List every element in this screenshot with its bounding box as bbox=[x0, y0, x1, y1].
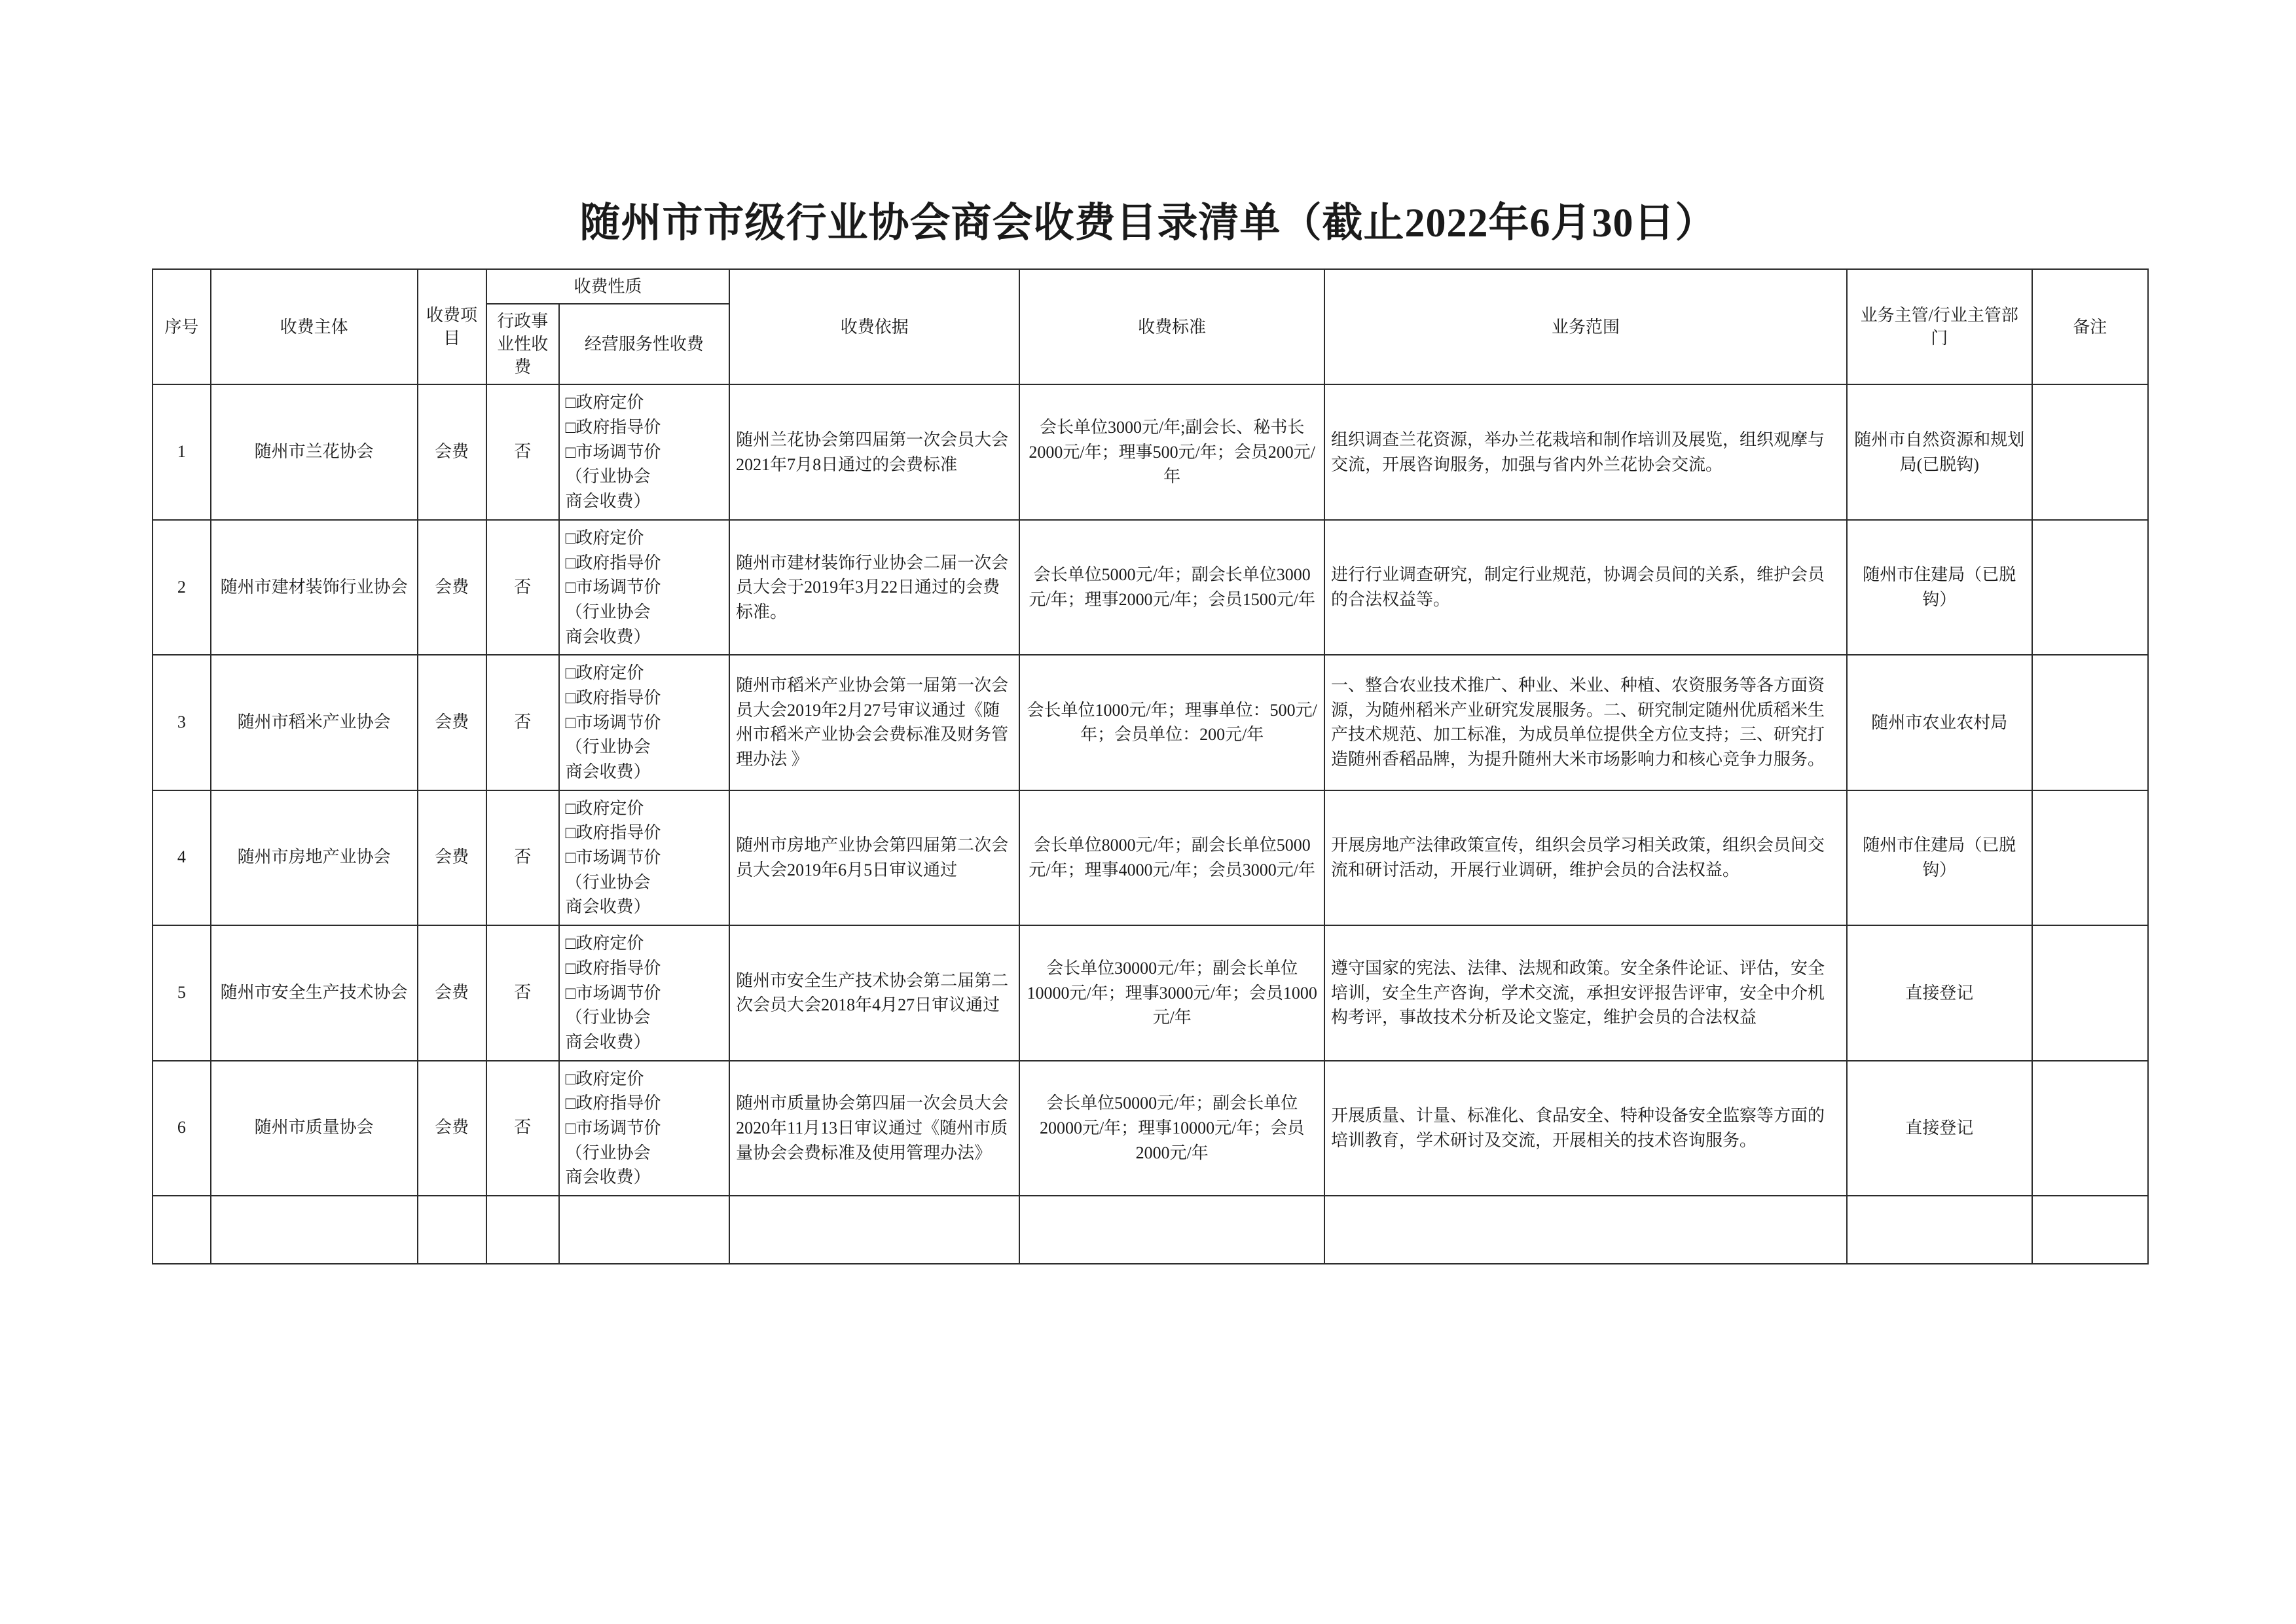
header-standard: 收费标准 bbox=[1019, 269, 1324, 384]
cell-standard: 会长单位1000元/年；理事单位：500元/年；会员单位：200元/年 bbox=[1019, 655, 1324, 790]
header-item bbox=[418, 269, 486, 384]
cell-item: 会费 bbox=[418, 790, 486, 925]
nature-option: □政府定价 bbox=[565, 798, 644, 818]
cell-seq: 2 bbox=[153, 520, 211, 655]
cell-nature-admin: 否 bbox=[486, 790, 559, 925]
nature-option: □政府定价 bbox=[565, 663, 644, 683]
cell-subject: 随州市兰花协会 bbox=[211, 384, 418, 519]
header-basis: 收费依据 bbox=[729, 269, 1019, 384]
cell-scope: 开展质量、计量、标准化、食品安全、特种设备安全监察等方面的培训教育，学术研讨及交流，开展相关的技术咨询服务。 bbox=[1324, 1061, 1847, 1196]
header-nature-group: 收费性质 bbox=[486, 269, 729, 304]
cell-blank bbox=[2032, 1196, 2148, 1264]
nature-option: 商会收费） bbox=[565, 492, 651, 511]
cell-remark bbox=[2032, 1061, 2148, 1196]
cell-basis: 随州市稻米产业协会第一届第一次会员大会2019年2月27号审议通过《随州市稻米产业协会会费标准及财务管理办法 》 bbox=[729, 655, 1019, 790]
nature-option: □政府指导价 bbox=[565, 553, 661, 572]
nature-option: 商会收费） bbox=[565, 897, 651, 917]
nature-option: □政府定价 bbox=[565, 934, 644, 953]
cell-item: 会费 bbox=[418, 655, 486, 790]
cell-nature-business bbox=[559, 790, 729, 925]
nature-option: □政府指导价 bbox=[565, 688, 661, 707]
cell-subject: 随州市稻米产业协会 bbox=[211, 655, 418, 790]
cell-scope: 一、整合农业技术推广、种业、米业、种植、农资服务等各方面资源，为随州稻米产业研究发展服务。二、研究制定随州优质稻米生产技术规范、加工标准，为成员单位提供全方位支持；三、研究打造随州香稻品牌，为提升随州大米市场影响力和核心竞争力服务。 bbox=[1324, 655, 1847, 790]
cell-authority: 随州市住建局（已脱钩） bbox=[1847, 790, 2032, 925]
nature-option: 商会收费） bbox=[565, 762, 651, 781]
table-row-blank bbox=[153, 1196, 2148, 1264]
table-row bbox=[153, 790, 2148, 925]
nature-option: （行业协会 bbox=[565, 467, 651, 487]
cell-remark bbox=[2032, 655, 2148, 790]
cell-standard: 会长单位30000元/年；副会长单位10000元/年；理事3000元/年；会员1000元/年 bbox=[1019, 925, 1324, 1060]
nature-option: （行业协会 bbox=[565, 602, 651, 621]
table-row bbox=[153, 520, 2148, 655]
nature-option: □市场调节价 bbox=[565, 848, 661, 868]
cell-nature-business bbox=[559, 384, 729, 519]
cell-nature-admin: 否 bbox=[486, 520, 559, 655]
cell-scope: 开展房地产法律政策宣传，组织会员学习相关政策，组织会员间交流和研讨活动，开展行业调研，维护会员的合法权益。 bbox=[1324, 790, 1847, 925]
nature-option: 商会收费） bbox=[565, 1168, 651, 1187]
header-nature-business: 经营服务性收费 bbox=[559, 304, 729, 384]
cell-seq: 3 bbox=[153, 655, 211, 790]
cell-standard: 会长单位3000元/年;副会长、秘书长2000元/年；理事500元/年；会员200元/年 bbox=[1019, 384, 1324, 519]
cell-blank bbox=[559, 1196, 729, 1264]
nature-option: □政府指导价 bbox=[565, 418, 661, 437]
cell-standard: 会长单位50000元/年；副会长单位20000元/年；理事10000元/年；会员2000元/年 bbox=[1019, 1061, 1324, 1196]
cell-subject: 随州市房地产业协会 bbox=[211, 790, 418, 925]
nature-option: □市场调节价 bbox=[565, 442, 661, 462]
cell-basis: 随州市质量协会第四届一次会员大会2020年11月13日审议通过《随州市质量协会会费标准及使用管理办法》 bbox=[729, 1061, 1019, 1196]
cell-scope: 进行行业调查研究，制定行业规范，协调会员间的关系，维护会员的合法权益等。 bbox=[1324, 520, 1847, 655]
cell-blank bbox=[1847, 1196, 2032, 1264]
table-row bbox=[153, 1061, 2148, 1196]
cell-standard: 会长单位5000元/年；副会长单位3000元/年；理事2000元/年；会员1500元/年 bbox=[1019, 520, 1324, 655]
header-remark: 备注 bbox=[2032, 269, 2148, 384]
cell-blank bbox=[153, 1196, 211, 1264]
cell-nature-admin: 否 bbox=[486, 655, 559, 790]
cell-authority: 直接登记 bbox=[1847, 925, 2032, 1060]
cell-nature-business bbox=[559, 655, 729, 790]
cell-nature-business bbox=[559, 520, 729, 655]
cell-authority: 直接登记 bbox=[1847, 1061, 2032, 1196]
nature-option: □政府指导价 bbox=[565, 958, 661, 978]
nature-option: （行业协会 bbox=[565, 1143, 651, 1162]
cell-blank bbox=[729, 1196, 1019, 1264]
table-head bbox=[153, 269, 2148, 384]
header-seq: 序号 bbox=[153, 269, 211, 384]
cell-basis: 随州市房地产业协会第四届第二次会员大会2019年6月5日审议通过 bbox=[729, 790, 1019, 925]
fee-catalog-table bbox=[152, 268, 2149, 1264]
nature-option: （行业协会 bbox=[565, 1008, 651, 1027]
header-scope: 业务范围 bbox=[1324, 269, 1847, 384]
table-header-row-1 bbox=[153, 269, 2148, 304]
nature-option: □市场调节价 bbox=[565, 1118, 661, 1137]
cell-item: 会费 bbox=[418, 520, 486, 655]
cell-basis: 随州兰花协会第四届第一次会员大会2021年7月8日通过的会费标准 bbox=[729, 384, 1019, 519]
cell-subject: 随州市建材装饰行业协会 bbox=[211, 520, 418, 655]
cell-basis: 随州市安全生产技术协会第二届第二次会员大会2018年4月27日审议通过 bbox=[729, 925, 1019, 1060]
cell-standard: 会长单位8000元/年；副会长单位5000元/年；理事4000元/年；会员3000元/年 bbox=[1019, 790, 1324, 925]
cell-remark bbox=[2032, 520, 2148, 655]
cell-item: 会费 bbox=[418, 384, 486, 519]
header-nature-admin: 行政事业性收费 bbox=[486, 304, 559, 384]
cell-item: 会费 bbox=[418, 925, 486, 1060]
nature-option: 商会收费） bbox=[565, 627, 651, 646]
table-row bbox=[153, 925, 2148, 1060]
cell-remark bbox=[2032, 790, 2148, 925]
cell-seq: 4 bbox=[153, 790, 211, 925]
nature-option: □市场调节价 bbox=[565, 712, 661, 732]
cell-seq: 6 bbox=[153, 1061, 211, 1196]
cell-remark bbox=[2032, 384, 2148, 519]
nature-option: （行业协会 bbox=[565, 737, 651, 757]
cell-blank bbox=[211, 1196, 418, 1264]
nature-option: □政府指导价 bbox=[565, 823, 661, 843]
cell-seq: 5 bbox=[153, 925, 211, 1060]
cell-nature-business bbox=[559, 1061, 729, 1196]
nature-option: □市场调节价 bbox=[565, 983, 661, 1003]
header-authority: 业务主管/行业主管部门 bbox=[1847, 269, 2032, 384]
cell-nature-business bbox=[559, 925, 729, 1060]
cell-nature-admin: 否 bbox=[486, 925, 559, 1060]
cell-blank bbox=[418, 1196, 486, 1264]
cell-subject: 随州市质量协会 bbox=[211, 1061, 418, 1196]
cell-seq: 1 bbox=[153, 384, 211, 519]
cell-authority: 随州市自然资源和规划局(已脱钩) bbox=[1847, 384, 2032, 519]
cell-blank bbox=[1019, 1196, 1324, 1264]
cell-item: 会费 bbox=[418, 1061, 486, 1196]
nature-option: 商会收费） bbox=[565, 1032, 651, 1052]
header-subject: 收费主体 bbox=[211, 269, 418, 384]
nature-option: □市场调节价 bbox=[565, 578, 661, 597]
cell-remark bbox=[2032, 925, 2148, 1060]
cell-basis: 随州市建材装饰行业协会二届一次会员大会于2019年3月22日通过的会费标准。 bbox=[729, 520, 1019, 655]
table-body bbox=[153, 384, 2148, 1264]
cell-scope: 组织调查兰花资源，举办兰花栽培和制作培训及展览，组织观摩与交流，开展咨询服务，加强与省内外兰花协会交流。 bbox=[1324, 384, 1847, 519]
cell-blank bbox=[1324, 1196, 1847, 1264]
cell-nature-admin: 否 bbox=[486, 384, 559, 519]
cell-nature-admin: 否 bbox=[486, 1061, 559, 1196]
page-title: 随州市市级行业协会商会收费目录清单（截止2022年6月30日） bbox=[579, 201, 1717, 246]
table-row bbox=[153, 655, 2148, 790]
nature-option: □政府指导价 bbox=[565, 1094, 661, 1113]
cell-authority: 随州市住建局（已脱钩） bbox=[1847, 520, 2032, 655]
nature-option: □政府定价 bbox=[565, 393, 644, 413]
cell-blank bbox=[486, 1196, 559, 1264]
nature-option: □政府定价 bbox=[565, 528, 644, 547]
nature-option: （行业协会 bbox=[565, 872, 651, 892]
cell-subject: 随州市安全生产技术协会 bbox=[211, 925, 418, 1060]
nature-option: □政府定价 bbox=[565, 1069, 644, 1088]
cell-authority: 随州市农业农村局 bbox=[1847, 655, 2032, 790]
cell-scope: 遵守国家的宪法、法律、法规和政策。安全条件论证、评估，安全培训，安全生产咨询，学术交流，承担安评报告评审，安全中介机构考评，事故技术分析及论文鉴定，维护会员的合法权益 bbox=[1324, 925, 1847, 1060]
header-item-text: 收费项目 bbox=[426, 306, 478, 348]
table-row bbox=[153, 384, 2148, 519]
